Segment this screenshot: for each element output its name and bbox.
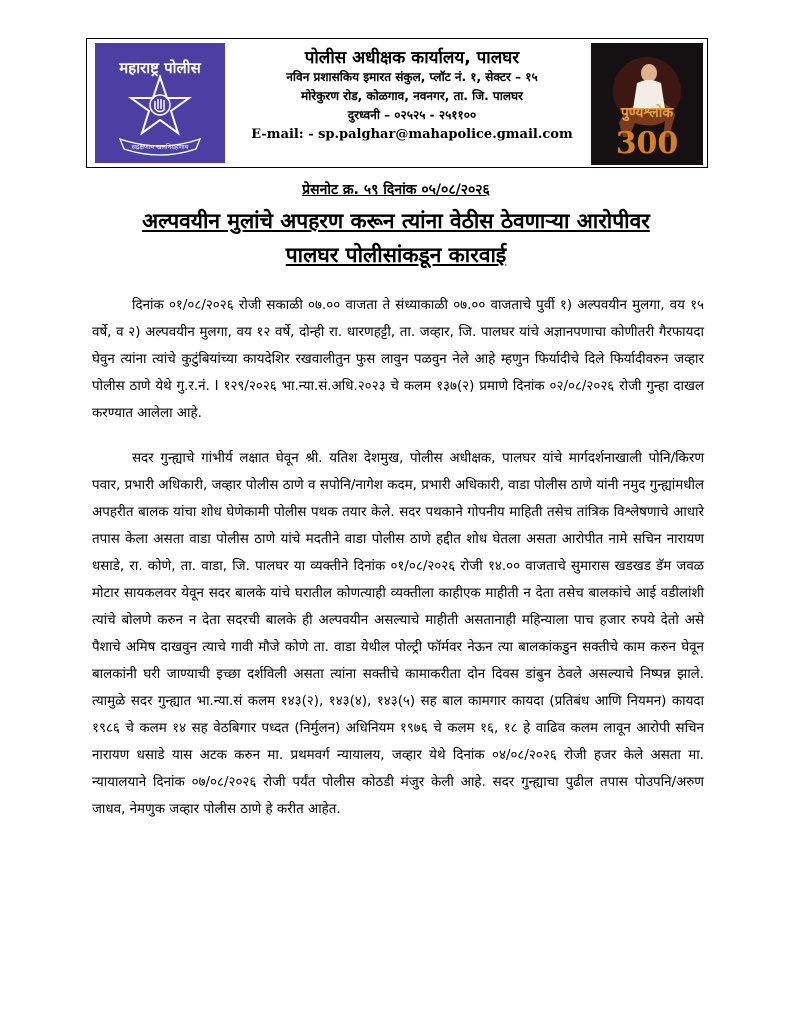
headline-line-2: पालघर पोलीसांकडून कारवाई (285, 243, 507, 267)
paragraph-1: दिनांक ०१/०८/२०२६ रोजी सकाळी ०७.०० वाजता ते संध्याकाळी ०७.०० वाजताचे पुर्वी १) अल्पवयीन मुलगा, वय १५ वर्षे, व २) अल्पवयीन मुलगा, वय १२ वर्षे, दोन्ही रा. धारणहट्टी, ता. जव्हार, जि. पालघर यांचे अज्ञानपणाचा कोणीतरी गैरफायदा घेवुन त्यांना त्यांचे कुटुंबियांच्या कायदेशिर रखवालीतुन फुस लावुन पळवुन नेले आहे म्हणुन फिर्यादीचे दिले फिर्यादीवरुन जव्हार पोलीस ठाणे येथे गु.र.नं. I १२९/२०२६ भा.न्या.सं.अधि.२०२३ चे कलम १३७(२) प्रमाणे दिनांक ०२/०८/२०२६ रोजी गुन्हा दाखल करण्यात आलेला आहे. (92, 298, 704, 421)
punyashlok-300-logo (591, 43, 703, 165)
email-address: E-mail: - sp.palghar@mahapolice.gmail.com (251, 127, 573, 142)
maharashtra-police-logo (95, 43, 225, 163)
press-release-body (92, 292, 704, 841)
logo-punyashlok-text: पुण्यश्लोक (620, 105, 674, 121)
address-line-2: मोरेकुरण रोड, कोळगाव, नवनगर, ता. जि. पालघर (301, 89, 523, 103)
paragraph-2: सदर गुन्ह्याचे गांभीर्य लक्षात घेवून श्री. यतिश देशमुख, पोलीस अधीक्षक, पालघर यांचे मार्गदर्शनाखाली पोनि/किरण पवार, प्रभारी अधिकारी, जव्हार पोलीस ठाणे व सपोनि/नागेश कदम, प्रभारी अधिकारी, वाडा पोलीस ठाणे यांनी नमुद गुन्ह्यांमधील अपहरीत बालक यांचा शोध घेणेकामी पोलीस पथक तयार केले. सदर पथकाने गोपनीय माहिती तसेच तांत्रिक विश्लेषणाचे आधारे तपास केला असता वाडा पोलीस ठाणे यांचे मदतीने वाडा पोलीस ठाणे हद्दीत शोध घेतला असता आरोपीत नामे सचिन नारायण धसाडे, रा. कोणे, ता. वाडा, जि. पालघर या व्यक्तीने दिनांक ०१/०८/२०२६ रोजी १४.०० वाजताचे सुमारास खडखड डॅम जवळ मोटार सायकलवर येवून सदर बालके यांचे घरातील कोणत्याही व्यक्तीला काहीएक माहीती न देता तसेच बालकांचे आई वडीलांशी त्यांचे बोलणे करुन न देता सदरची बालके ही अल्पवयीन असल्याचे माहीती असतानाही महिन्याला पाच हजार रुपये देतो असे पैशाचे अमिष दाखवुन त्याचे गावी मौजे कोणे ता. वाडा येथील पोल्ट्री फॉर्मवर नेऊन त्या बालकांकडुन सक्तीचे काम करुन घेवून बालकांनी घरी जाण्याची इच्छा दर्शविली असता त्यांना सक्तीचे कामाकरीता दोन दिवस डांबुन ठेवले असल्याचे निष्पन्न झाले. त्यामुळे सदर गुन्ह्यात भा.न्या.सं कलम १४३(२), १४३(४), १४३(५) सह बाल कामगार कायदा (प्रतिबंध आणि नियमन) कायदा १९८६ चे कलम १४ सह वेठबिगार पध्दत (निर्मुलन) अधिनियम १९७६ चे कलम १६, १८ हे वाढिव कलम लावून आरोपी सचिन नारायण धसाडे यास अटक करुन मा. प्रथमवर्ग न्यायालय, जव्हार येथे दिनांक ०४/०८/२०२६ रोजी हजर केले असता मा. न्यायालयाने दिनांक ०७/०८/२०२६ रोजी पर्यंत पोलीस कोठडी मंजुर केली आहे. सदर गुन्ह्याचा पुढील तपास पोउपनि/अरुण जाधव, नेमणुक जव्हार पोलीस ठाणे हे करीत आहेत. (92, 451, 704, 817)
press-note-text: प्रेसनोट क्र. ५९ दिनांक ०५/०८/२०२६ (302, 182, 490, 198)
maharashtra-police-emblem-icon (95, 43, 225, 163)
address-line-1: नविन प्रशासकिय इमारत संकुल, प्लॉट नं. १, सेक्टर – १५ (286, 70, 538, 84)
logo-motto: सद्रक्षणाय खलनिग्रहणाय (131, 143, 189, 151)
phone-number: दुरध्वनी – ०२५२५ - २५११०० (347, 108, 477, 122)
logo-top-text: महाराष्ट्र पोलीस (119, 59, 201, 77)
office-title: पोलीस अधीक्षक कार्यालय, पालघर (304, 48, 520, 68)
letterhead (86, 38, 708, 168)
headline-line-1: अल्पवयीन मुलांचे अपहरण करून त्यांना वेठीस ठेवणाऱ्या आरोपीवर (142, 209, 650, 233)
press-note-number (0, 180, 792, 199)
ahilyabai-equestrian-portrait-icon (591, 43, 703, 165)
logo-300-text: 300 (615, 126, 679, 161)
headline (0, 204, 792, 272)
office-info (237, 39, 587, 145)
